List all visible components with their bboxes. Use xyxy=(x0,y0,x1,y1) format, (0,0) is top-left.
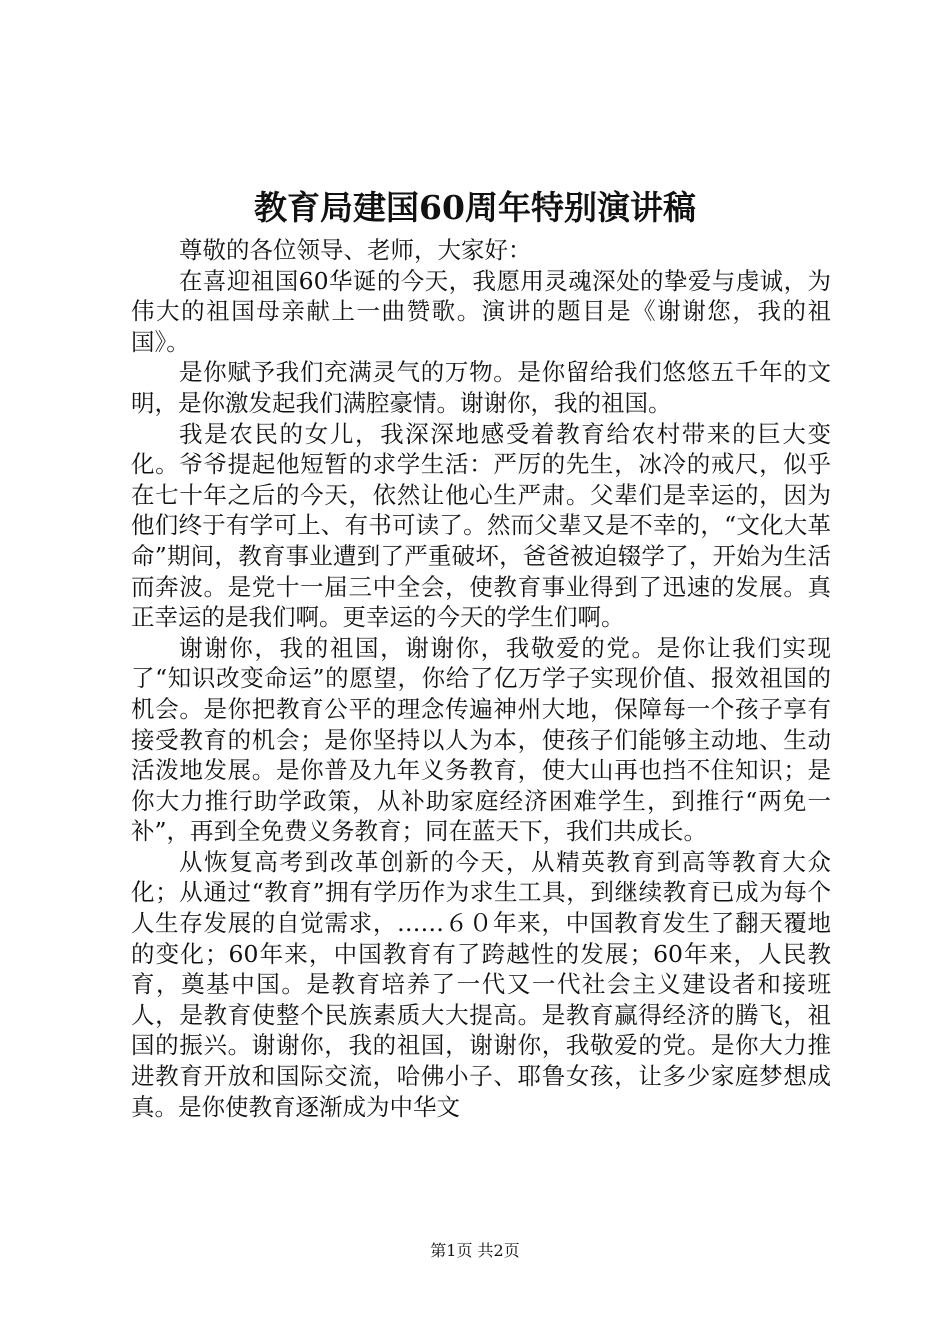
document-body xyxy=(131,235,831,1122)
paragraph-greeting: 尊敬的各位领导、老师，大家好： xyxy=(179,236,532,264)
page-number-footer: 第1页 共2页 xyxy=(430,1241,520,1260)
paragraph: 在喜迎祖国60华诞的今天，我愿用灵魂深处的挚爱与虔诚，为伟大的祖国母亲献上一曲赞歌。演讲的题目是《谢谢您，我的祖国》。 xyxy=(131,266,831,356)
paragraph: 是你赋予我们充满灵气的万物。是你留给我们悠悠五千年的文明，是你激发起我们满腔豪情。谢谢你，我的祖国。 xyxy=(131,358,831,417)
paragraph: 从恢复高考到改革创新的今天，从精英教育到高等教育大众化；从通过“教育”拥有学历作为求生工具，到继续教育已成为每个人生存发展的自觉需求，……６０年来，中国教育发生了翻天覆地的变化；60年来，中国教育有了跨越性的发展；60年来，人民教育，奠基中国。是教育培养了一代又一代社会主义建设者和接班人，是教育使整个民族素质大大提高。是教育赢得经济的腾飞，祖国的振兴。谢谢你，我的祖国，谢谢你，我敬爱的党。是你大力推进教育开放和国际交流，哈佛小子、耶鲁女孩，让多少家庭梦想成真。是你使教育逐渐成为中华文 xyxy=(131,847,831,1121)
paragraph: 谢谢你，我的祖国，谢谢你，我敬爱的党。是你让我们实现了“知识改变命运”的愿望，你给了亿万学子实现价值、报效祖国的机会。是你把教育公平的理念传遍神州大地，保障每一个孩子享有接受教育的机会；是你坚持以人为本，使孩子们能够主动地、生动活泼地发展。是你普及九年义务教育，使大山再也挡不住知识；是你大力推行助学政策，从补助家庭经济困难学生，到推行“两免一补”，再到全免费义务教育；同在蓝天下，我们共成长。 xyxy=(131,633,831,846)
paragraph: 我是农民的女儿，我深深地感受着教育给农村带来的巨大变化。爷爷提起他短暂的求学生活：严厉的先生，冰冷的戒尺，似乎在七十年之后的今天，依然让他心生严肃。父辈们是幸运的，因为他们终于有学可上、有书可读了。然而父辈又是不幸的，“文化大革命”期间，教育事业遭到了严重破坏，爸爸被迫辍学了，开始为生活而奔波。是党十一届三中全会，使教育事业得到了迅速的发展。真正幸运的是我们啊。更幸运的今天的学生们啊。 xyxy=(131,419,831,632)
document-title: 教育局建国60周年特别演讲稿 xyxy=(254,188,696,227)
